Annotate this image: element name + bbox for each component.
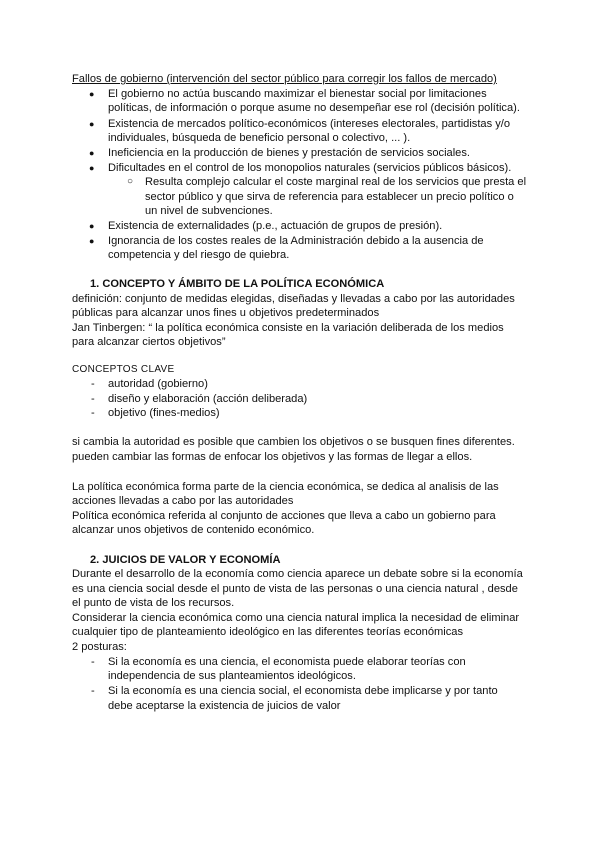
bullet-marker: ● <box>89 236 95 246</box>
list-item: Dificultades en el control de los monopolios naturales (servicios públicos básicos). <box>108 162 512 174</box>
bullet-marker: ● <box>89 148 95 158</box>
list-item-continued: políticas, de información o porque asume no desempeñar ese rol (decisión política). <box>108 102 520 114</box>
list-item: diseño y elaboración (acción deliberada) <box>108 393 308 405</box>
dash-marker: - <box>91 378 95 390</box>
list-item: Ignorancia de los costes reales de la Administración debido a la ausencia de <box>108 235 484 247</box>
paragraph-line: Jan Tinbergen: “ la política económica consiste en la variación deliberada de los medios <box>72 322 504 334</box>
list-item: objetivo (fines-medios) <box>108 407 220 419</box>
list-item-continued: competencia y del riesgo de quiebra. <box>108 249 290 261</box>
conceptos-heading: CONCEPTOS CLAVE <box>72 364 175 375</box>
paragraph-line: pueden cambiar las formas de enfocar los objetivos y las formas de llegar a ellos. <box>72 451 473 463</box>
list-item: El gobierno no actúa buscando maximizar el bienestar social por limitaciones <box>108 88 487 100</box>
paragraph-line: definición: conjunto de medidas elegidas, diseñadas y llevadas a cabo por las autoridades <box>72 293 515 305</box>
list-item: Existencia de mercados político-económicos (intereses electorales, partidistas y/o <box>108 118 511 130</box>
list-item-continued: independencia de sus planteamientos ideológicos. <box>108 670 356 682</box>
paragraph-line: 2 posturas: <box>72 641 127 653</box>
bullet-marker: ● <box>89 89 95 99</box>
section-heading: 1. CONCEPTO Y ÁMBITO DE LA POLÍTICA ECONÓMICA <box>90 278 385 290</box>
bullet-marker: ● <box>89 119 95 129</box>
paragraph-line: públicas para alcanzar unos fines u objetivos predeterminados <box>72 307 380 319</box>
paragraph-line: es una ciencia social desde el punto de vista de las personas o una ciencia natural , desde <box>72 583 518 595</box>
dash-marker: - <box>91 407 95 419</box>
dash-marker: - <box>91 656 95 668</box>
dash-marker: - <box>91 393 95 405</box>
list-item: autoridad (gobierno) <box>108 378 208 390</box>
sub-bullet-marker: ○ <box>127 176 134 187</box>
list-item: Existencia de externalidades (p.e., actuación de grupos de presión). <box>108 220 443 232</box>
paragraph-line: Considerar la ciencia económica como una ciencia natural implica la necesidad de eliminar <box>72 612 520 624</box>
list-item: Si la economía es una ciencia, el economista puede elaborar teorías con <box>108 656 466 668</box>
paragraph-line: alcanzar unos objetivos de contenido económico. <box>72 524 315 536</box>
list-item: Ineficiencia en la producción de bienes y prestación de servicios sociales. <box>108 147 470 159</box>
paragraph-line: para alcanzar ciertos objetivos” <box>72 336 226 348</box>
paragraph-line: si cambia la autoridad es posible que cambien los objetivos o se busquen fines diferentes. <box>72 436 515 448</box>
list-item-continued: individuales, búsqueda de beneficio personal o colectivo, ... ). <box>108 132 411 144</box>
paragraph-line: el punto de vista de los recursos. <box>72 597 235 609</box>
paragraph-line: acciones llevadas a cabo por las autoridades <box>72 495 294 507</box>
list-item: Si la economía es una ciencia social, el economista debe implicarse y por tanto <box>108 685 498 697</box>
sub-list-item: Resulta complejo calcular el coste marginal real de los servicios que presta el <box>145 176 527 188</box>
section-heading: 2. JUICIOS DE VALOR Y ECONOMÍA <box>90 554 281 566</box>
paragraph-line: La política económica forma parte de la ciencia económica, se dedica al analisis de las <box>72 481 499 493</box>
paragraph-line: Durante el desarrollo de la economía como ciencia aparece un debate sobre si la economía <box>72 568 523 580</box>
dash-marker: - <box>91 685 95 697</box>
paragraph-line: cualquier tipo de planteamiento ideológico en las diferentes teorías económicas <box>72 626 463 638</box>
sub-list-item-continued: un nivel de subvenciones. <box>145 205 273 217</box>
bullet-marker: ● <box>89 221 95 231</box>
bullet-marker: ● <box>89 163 95 173</box>
sub-list-item-continued: sector público y que sirva de referencia para establecer un precio político o <box>145 191 514 203</box>
list-item-continued: debe aceptarse la existencia de juicios de valor <box>108 700 341 712</box>
paragraph-line: Política económica referida al conjunto de acciones que lleva a cabo un gobierno para <box>72 510 496 522</box>
fallos-heading: Fallos de gobierno (intervención del sector público para corregir los fallos de mercado) <box>72 73 497 85</box>
